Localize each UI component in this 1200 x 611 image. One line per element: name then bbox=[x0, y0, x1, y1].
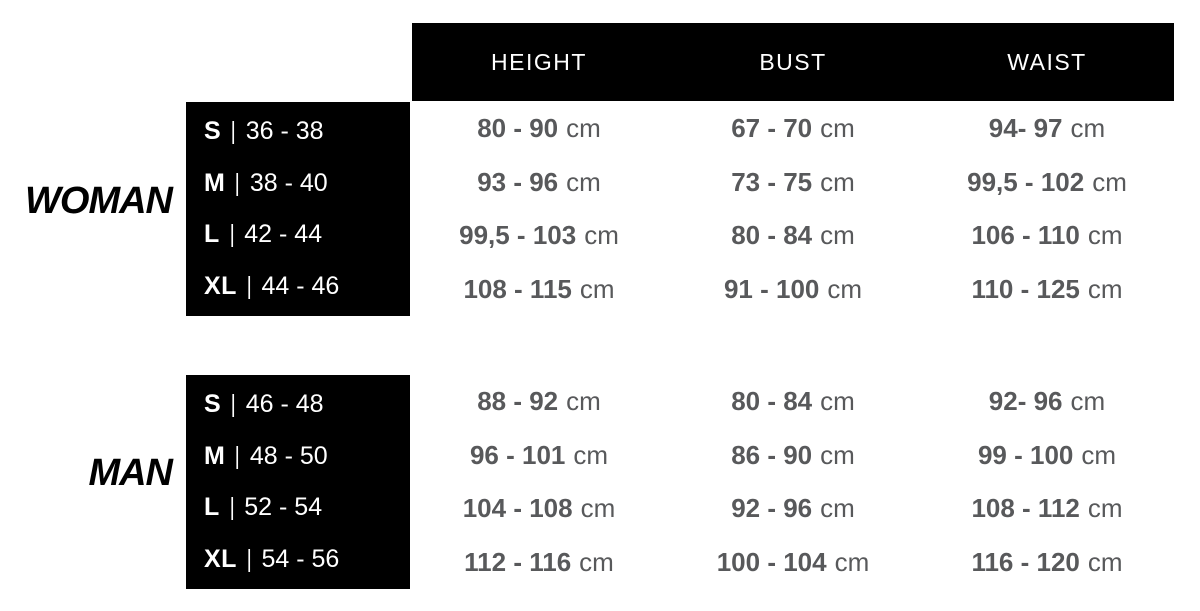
measurement-cell bbox=[666, 156, 920, 210]
measurement-cell bbox=[666, 482, 920, 536]
size-code: XL bbox=[204, 271, 237, 300]
size-code: L bbox=[204, 220, 220, 249]
size-code: L bbox=[204, 493, 220, 522]
measurement-value: 91 - 100 bbox=[723, 273, 820, 304]
measurement-unit: cm bbox=[827, 273, 863, 304]
section-label-woman: WOMAN bbox=[25, 180, 172, 222]
measurement-unit: cm bbox=[1070, 113, 1106, 144]
measurement-cell bbox=[920, 209, 1174, 263]
size-code: S bbox=[204, 117, 222, 146]
measurement-value: 67 - 70 bbox=[731, 113, 813, 144]
measurement-cell bbox=[666, 102, 920, 156]
section-label-man: MAN bbox=[88, 452, 172, 494]
size-separator: | bbox=[229, 220, 235, 249]
column-header-height: HEIGHT bbox=[491, 48, 587, 75]
size-range: 52 - 54 bbox=[244, 493, 323, 522]
measurement-unit: cm bbox=[580, 493, 616, 524]
size-range: 38 - 40 bbox=[249, 168, 328, 197]
size-code: S bbox=[204, 390, 222, 419]
size-box-woman bbox=[186, 102, 410, 316]
size-separator: | bbox=[234, 441, 241, 470]
measurement-unit: cm bbox=[1087, 220, 1123, 251]
measurement-value: 92- 96 bbox=[988, 386, 1063, 417]
measurement-unit: cm bbox=[820, 493, 855, 524]
size-box-man bbox=[186, 375, 410, 589]
measurement-cell bbox=[920, 156, 1174, 210]
measurement-value: 116 - 120 bbox=[971, 546, 1080, 577]
size-separator: | bbox=[230, 390, 237, 419]
measurement-unit: cm bbox=[1087, 546, 1123, 577]
size-row-man-l bbox=[186, 482, 410, 534]
size-code: M bbox=[204, 441, 226, 470]
measurement-value: 99,5 - 103 bbox=[459, 220, 577, 251]
measurement-cell bbox=[412, 482, 666, 536]
measurement-cell bbox=[666, 536, 920, 590]
size-row-man-s bbox=[186, 379, 410, 431]
measurement-unit: cm bbox=[566, 113, 601, 144]
size-range: 54 - 56 bbox=[261, 544, 340, 573]
measurement-value: 104 - 108 bbox=[462, 493, 573, 524]
measurement-cell bbox=[412, 429, 666, 483]
measurement-value: 96 - 101 bbox=[469, 439, 566, 470]
measurement-value: 112 - 116 bbox=[464, 546, 572, 577]
size-row-woman-xl bbox=[186, 261, 410, 313]
measurement-value: 99 - 100 bbox=[977, 439, 1074, 470]
size-row-man-m bbox=[186, 431, 410, 483]
size-code: M bbox=[204, 168, 226, 197]
size-separator: | bbox=[230, 117, 237, 146]
measurement-unit: cm bbox=[1070, 386, 1106, 417]
measurement-value: 92 - 96 bbox=[731, 493, 813, 524]
measurement-value: 99,5 - 102 bbox=[967, 166, 1085, 197]
measurement-value: 94- 97 bbox=[988, 113, 1063, 144]
table-header-bar bbox=[412, 23, 1174, 101]
measurements-grid-woman bbox=[412, 102, 1174, 316]
size-separator: | bbox=[246, 271, 252, 300]
size-row-woman-s bbox=[186, 106, 410, 158]
measurement-cell bbox=[412, 536, 666, 590]
measurement-value: 100 - 104 bbox=[716, 546, 827, 577]
measurement-cell bbox=[412, 263, 666, 317]
measurement-value: 80 - 84 bbox=[731, 386, 813, 417]
measurement-cell bbox=[666, 375, 920, 429]
measurement-cell bbox=[920, 536, 1174, 590]
measurement-value: 106 - 110 bbox=[971, 220, 1080, 251]
measurement-unit: cm bbox=[834, 546, 870, 577]
measurement-unit: cm bbox=[584, 220, 619, 251]
measurement-unit: cm bbox=[566, 166, 601, 197]
measurement-unit: cm bbox=[579, 273, 615, 304]
size-row-woman-l bbox=[186, 209, 410, 261]
measurement-cell bbox=[412, 375, 666, 429]
column-header-waist: WAIST bbox=[1007, 48, 1087, 75]
measurements-grid-man bbox=[412, 375, 1174, 589]
measurement-cell bbox=[920, 429, 1174, 483]
size-row-man-xl bbox=[186, 534, 410, 586]
measurement-unit: cm bbox=[1087, 493, 1123, 524]
measurement-unit: cm bbox=[820, 220, 855, 251]
measurement-value: 80 - 90 bbox=[477, 113, 559, 144]
measurement-cell bbox=[920, 263, 1174, 317]
measurement-value: 88 - 92 bbox=[477, 386, 559, 417]
measurement-cell bbox=[412, 209, 666, 263]
measurement-cell bbox=[920, 375, 1174, 429]
size-separator: | bbox=[246, 544, 252, 573]
size-row-woman-m bbox=[186, 158, 410, 210]
measurement-value: 110 - 125 bbox=[971, 273, 1080, 304]
measurement-unit: cm bbox=[573, 439, 609, 470]
size-range: 42 - 44 bbox=[244, 220, 323, 249]
measurement-value: 86 - 90 bbox=[731, 439, 813, 470]
column-header-bust: BUST bbox=[759, 48, 827, 75]
size-separator: | bbox=[234, 168, 241, 197]
size-code: XL bbox=[204, 544, 237, 573]
measurement-value: 93 - 96 bbox=[477, 166, 559, 197]
measurement-cell bbox=[920, 102, 1174, 156]
measurement-cell bbox=[666, 209, 920, 263]
measurement-unit: cm bbox=[579, 546, 614, 577]
measurement-value: 108 - 115 bbox=[463, 273, 572, 304]
measurement-unit: cm bbox=[820, 166, 855, 197]
measurement-cell bbox=[666, 263, 920, 317]
measurement-unit: cm bbox=[1081, 439, 1117, 470]
measurement-value: 108 - 112 bbox=[971, 493, 1080, 524]
measurement-cell bbox=[920, 482, 1174, 536]
measurement-unit: cm bbox=[820, 113, 855, 144]
measurement-value: 73 - 75 bbox=[731, 166, 813, 197]
size-range: 36 - 38 bbox=[245, 117, 324, 146]
size-separator: | bbox=[229, 493, 235, 522]
measurement-unit: cm bbox=[1087, 273, 1123, 304]
size-range: 44 - 46 bbox=[261, 271, 340, 300]
measurement-unit: cm bbox=[566, 386, 601, 417]
measurement-value: 80 - 84 bbox=[731, 220, 813, 251]
measurement-cell bbox=[412, 102, 666, 156]
measurement-cell bbox=[412, 156, 666, 210]
measurement-cell bbox=[666, 429, 920, 483]
measurement-unit: cm bbox=[820, 386, 855, 417]
size-range: 46 - 48 bbox=[245, 390, 324, 419]
measurement-unit: cm bbox=[1092, 166, 1127, 197]
size-range: 48 - 50 bbox=[249, 441, 328, 470]
measurement-unit: cm bbox=[820, 439, 855, 470]
